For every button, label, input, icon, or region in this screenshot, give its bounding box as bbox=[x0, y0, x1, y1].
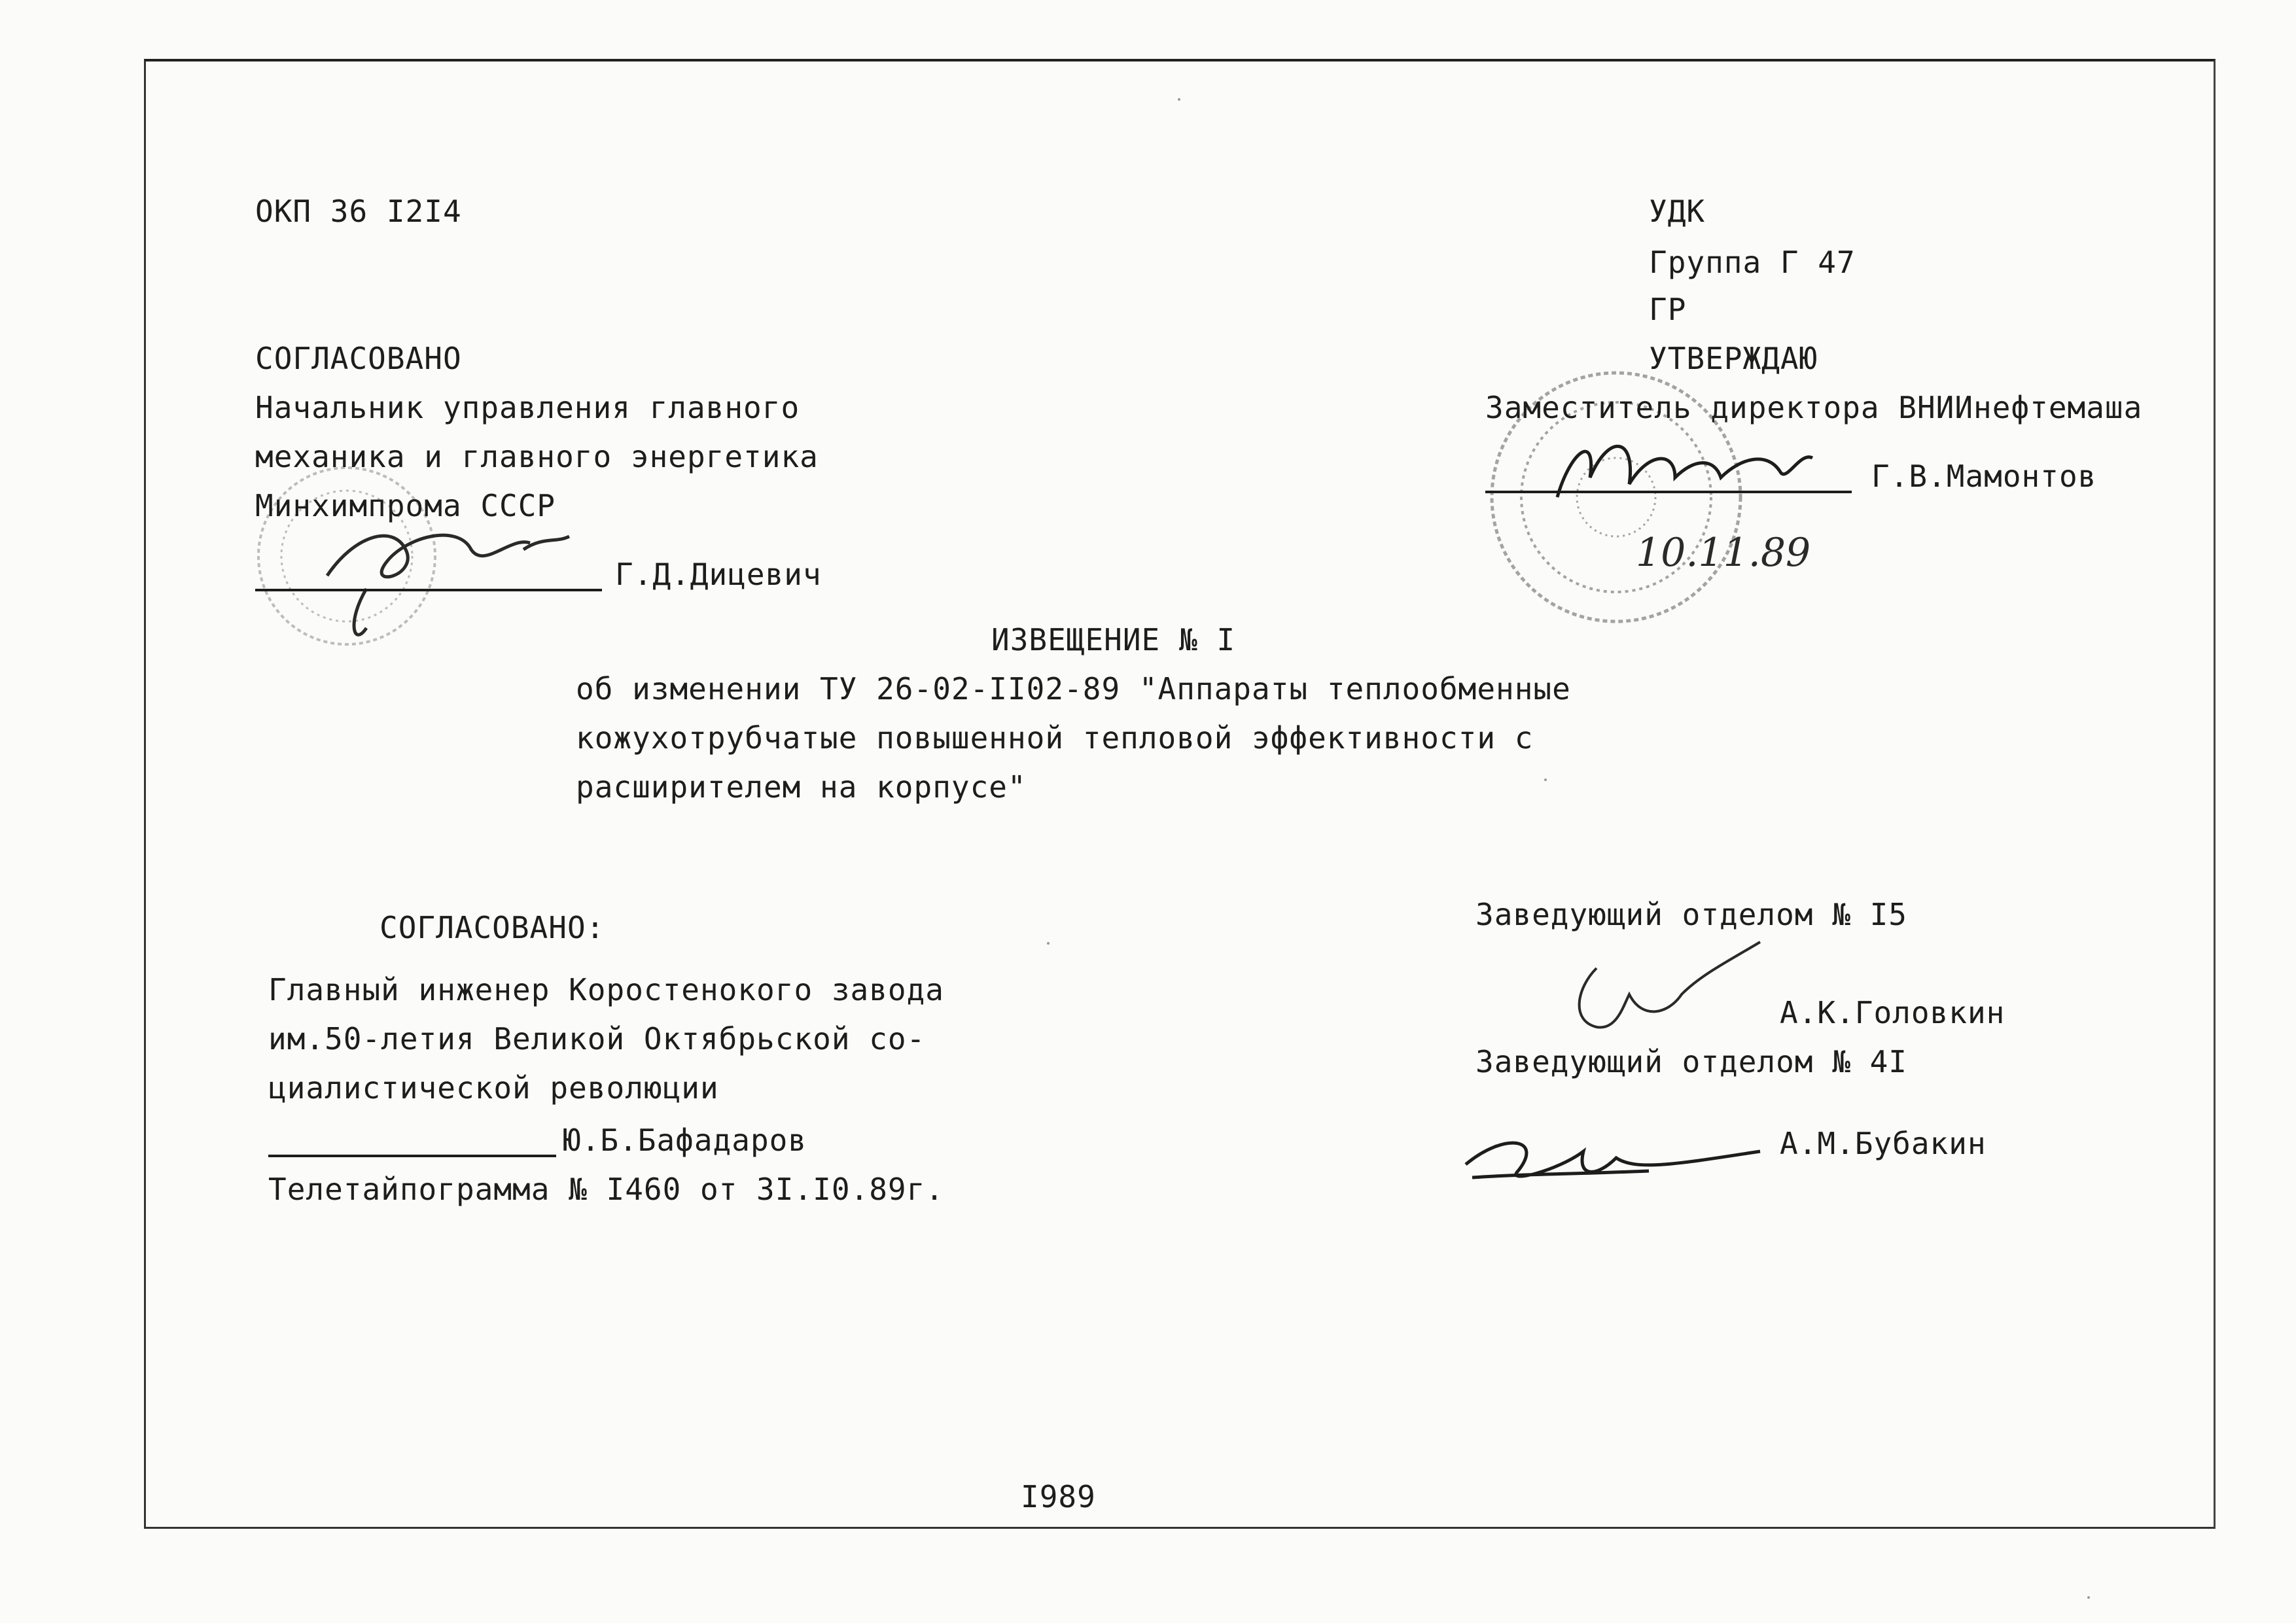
okp-code: ОКП 36 I2I4 bbox=[255, 194, 462, 229]
scan-speck bbox=[1544, 778, 1547, 781]
handwritten-date: 10.11.89 bbox=[1636, 530, 1811, 576]
signature-golovkin-icon bbox=[1580, 942, 1760, 1027]
agreed-bottom-line1: Главный инженер Коростенокого завода bbox=[268, 972, 944, 1007]
notice-line3: расширителем на корпусе" bbox=[576, 769, 1027, 805]
agreed-top-line1: Начальник управления главного bbox=[255, 390, 800, 425]
mamontov-name: Г.В.Мамонтов bbox=[1871, 459, 2097, 494]
signature-line-bafadarov bbox=[268, 1155, 556, 1157]
agreed-top-line2: механика и главного энергетика bbox=[255, 439, 819, 474]
dicevich-name: Г.Д.Дицевич bbox=[615, 557, 822, 592]
bubakin-name: А.М.Бубакин bbox=[1780, 1126, 1987, 1161]
golovkin-name: А.К.Головкин bbox=[1780, 995, 2005, 1030]
agreed-bottom-line2: им.50-летия Великой Октябрьской со- bbox=[268, 1021, 926, 1056]
gr-label: ГР bbox=[1649, 292, 1687, 327]
signature-mamontov-icon bbox=[1557, 446, 1812, 497]
footer-year: I989 bbox=[1021, 1479, 1096, 1514]
signature-line-mamontov bbox=[1485, 491, 1852, 493]
notice-line2: кожухотрубчатые повышенной тепловой эффективности с bbox=[576, 720, 1534, 756]
udk-label: УДК bbox=[1649, 194, 1706, 229]
group-label: Группа Г 47 bbox=[1649, 245, 1856, 280]
bafadarov-name: Ю.Б.Бафадаров bbox=[563, 1123, 807, 1158]
dept15-title: Заведующий отделом № I5 bbox=[1475, 897, 1907, 932]
scan-speck bbox=[1178, 98, 1180, 101]
notice-line1: об изменении ТУ 26-02-II02-89 "Аппараты теплообменные bbox=[576, 671, 1571, 707]
signature-line-dicevich bbox=[255, 589, 602, 591]
scan-speck bbox=[2087, 1596, 2090, 1599]
dept41-title: Заведующий отделом № 4I bbox=[1475, 1044, 1907, 1079]
scan-speck bbox=[1047, 942, 1050, 945]
approve-position: Заместитель директора ВНИИнефтемаша bbox=[1485, 390, 2143, 425]
telegram-line: Телетайпограмма № I460 от 3I.I0.89г. bbox=[268, 1172, 944, 1207]
approve-title: УТВЕРЖДАЮ bbox=[1649, 341, 1818, 376]
agreed-bottom-line3: циалистической революции bbox=[268, 1070, 719, 1106]
agreed-title-top: СОГЛАСОВАНО bbox=[255, 341, 462, 376]
agreed-title-bottom: СОГЛАСОВАНО: bbox=[380, 910, 605, 945]
agreed-top-line3: Минхимпрома СССР bbox=[255, 488, 556, 523]
notice-title: ИЗВЕЩЕНИЕ № I bbox=[991, 622, 1236, 657]
signature-bubakin-icon bbox=[1466, 1143, 1760, 1178]
